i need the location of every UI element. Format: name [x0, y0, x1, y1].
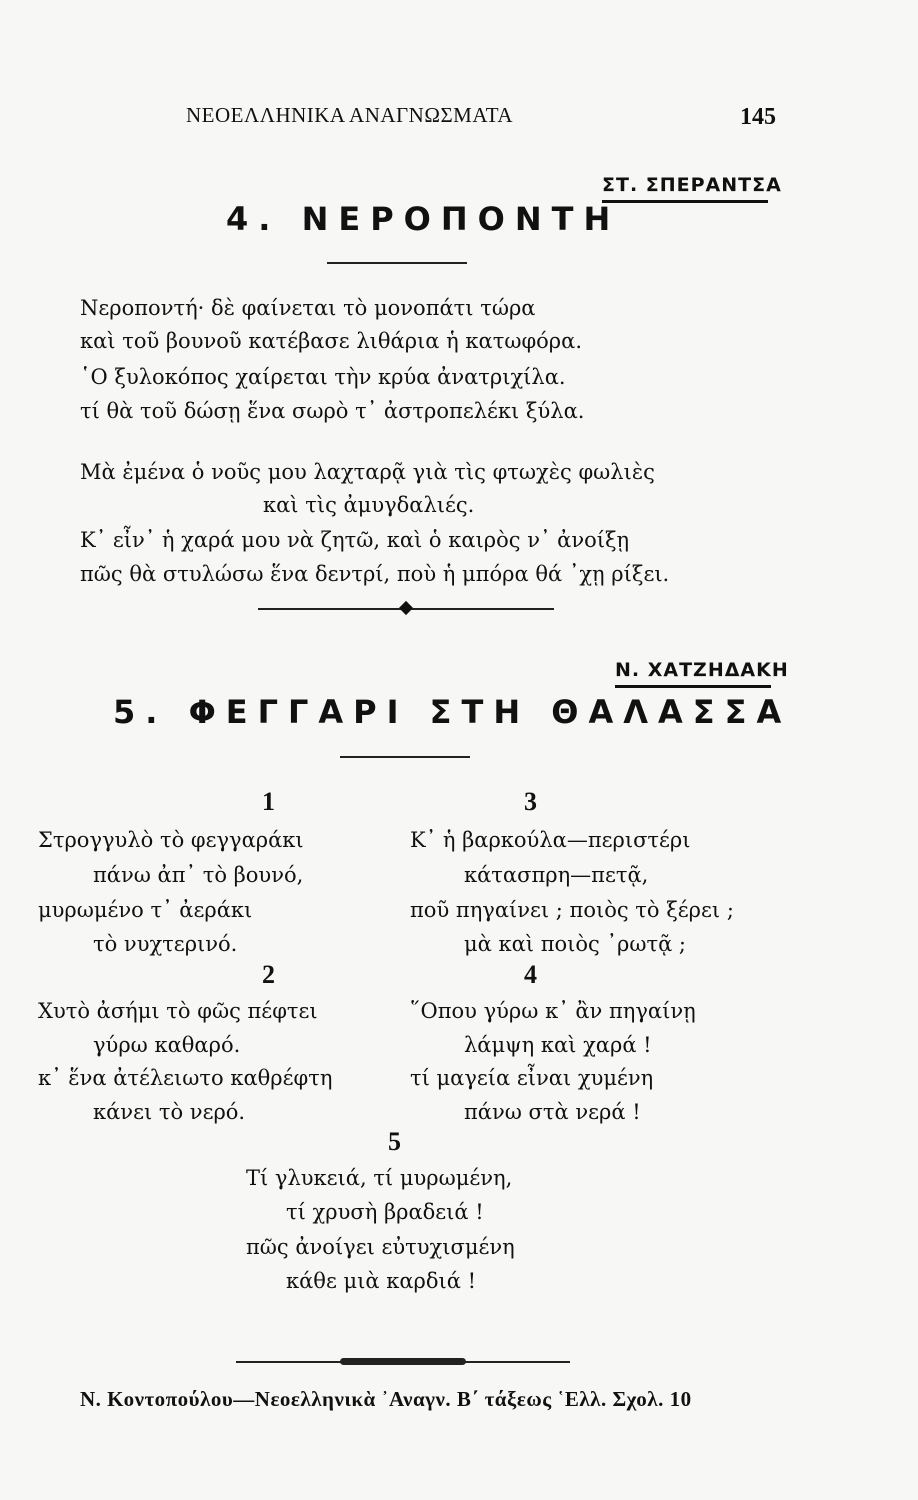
stanza-line: ποῦ πηγαίνει ; ποιὸς τὸ ξέρει ;	[410, 898, 734, 922]
stanza-line: Τί γλυκειά, τί μυρωμένη,	[246, 1166, 513, 1190]
stanza-line: κάνει τὸ νερό.	[93, 1100, 246, 1124]
poem4-line: καὶ τὶς ἀμυγδαλιές.	[263, 493, 475, 517]
poem5-title: 5. ΦΕΓΓΑΡΙ ΣΤΗ ΘΑΛΑΣΣΑ	[113, 693, 792, 731]
stanza-line: πῶς ἀνοίγει εὐτυχισμένη	[246, 1235, 515, 1259]
stanza-number: 2	[262, 960, 275, 989]
running-title: ΝΕΟΕΛΛΗΝΙΚΑ ΑΝΑΓΝΩΣΜΑΤΑ	[186, 103, 514, 127]
poem4-line: Κ᾿ εἶν᾿ ἡ χαρά μου νὰ ζητῶ, καὶ ὁ καιρὸς ν᾿ ἀνοίξῃ	[80, 528, 630, 552]
stanza-line: Χυτὸ ἀσήμι τὸ φῶς πέφτει	[38, 999, 318, 1023]
stanza-line: τί μαγεία εἶναι χυμένη	[410, 1066, 654, 1090]
poem4-line: Μὰ ἐμένα ὁ νοῦς μου λαχταρᾷ γιὰ τὶς φτωχὲς φωλιὲς	[80, 460, 655, 484]
stanza-line: λάμψη καὶ χαρά !	[464, 1033, 652, 1057]
stanza-number: 1	[262, 787, 275, 816]
stanza-line: ῞Οπου γύρω κ᾿ ἂν πηγαίνῃ	[410, 999, 696, 1023]
stanza-line: μὰ καὶ ποιὸς ᾿ρωτᾷ ;	[464, 932, 686, 956]
author-underline	[615, 685, 771, 688]
stanza-line: Κ᾿ ἡ βαρκούλα—περιστέρι	[410, 828, 691, 852]
footer-signature: Ν. Κοντοπούλου—Νεοελληνικὰ ᾿Αναγν. Β΄ τάξεως ῾Ελλ. Σχολ. 10	[80, 1387, 692, 1411]
divider-ornament-icon	[340, 1358, 466, 1365]
stanza-line: κάτασπρη—πετᾷ,	[464, 863, 649, 887]
poem4-line: τί θὰ τοῦ δώσῃ ἕνα σωρὸ τ᾿ ἀστροπελέκι ξύλα.	[80, 399, 585, 423]
stanza-number: 3	[524, 787, 537, 816]
poem4-title: 4. ΝΕΡΟΠΟΝΤΗ	[226, 200, 621, 238]
divider-ornament-icon	[399, 601, 413, 615]
stanza-number: 5	[388, 1127, 401, 1156]
title-rule	[340, 756, 470, 758]
stanza-line: τί χρυσὴ βραδειά !	[286, 1200, 484, 1224]
poem4-line: καὶ τοῦ βουνοῦ κατέβασε λιθάρια ἡ κατωφόρα.	[80, 329, 582, 353]
stanza-line: μυρωμένο τ᾿ ἀεράκι	[38, 898, 253, 922]
poem5-author: Ν. ΧΑΤΖΗΔΑΚΗ	[615, 659, 789, 681]
stanza-line: τὸ νυχτερινό.	[93, 932, 238, 956]
poem4-author: ΣΤ. ΣΠΕΡΑΝΤΣΑ	[602, 174, 782, 196]
poem4-line: ῾Ο ξυλοκόπος χαίρεται τὴν κρύα ἀνατριχίλα.	[80, 365, 566, 389]
stanza-line: πάνω στὰ νερά !	[464, 1100, 641, 1124]
stanza-number: 4	[524, 960, 537, 989]
poem4-line: πῶς θὰ στυλώσω ἕνα δεντρί, ποὺ ἡ μπόρα θά ᾿χῃ ρίξει.	[80, 562, 670, 586]
page-number: 145	[740, 104, 776, 130]
stanza-line: πάνω ἀπ᾿ τὸ βουνό,	[93, 863, 304, 887]
title-rule	[327, 262, 467, 264]
poem4-line: Νεροποντή· δὲ φαίνεται τὸ μονοπάτι τώρα	[80, 296, 536, 320]
author-underline	[602, 200, 768, 203]
stanza-line: γύρω καθαρό.	[93, 1033, 241, 1057]
stanza-line: κάθε μιὰ καρδιά !	[286, 1269, 477, 1293]
stanza-line: Στρογγυλὸ τὸ φεγγαράκι	[38, 828, 304, 852]
stanza-line: κ᾿ ἕνα ἀτέλειωτο καθρέφτη	[38, 1066, 333, 1090]
